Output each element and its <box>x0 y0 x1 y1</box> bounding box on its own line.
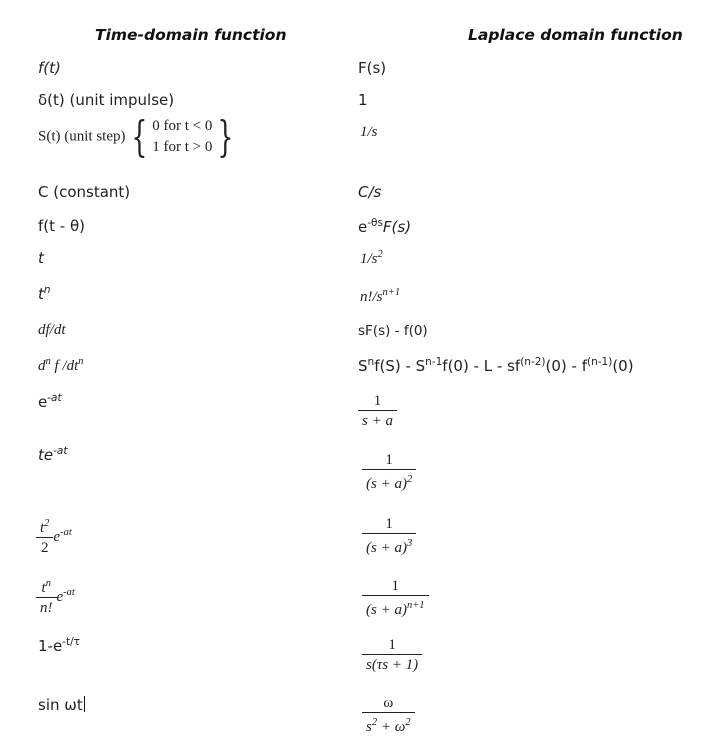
sine-text: sin ωt <box>38 696 83 714</box>
laplace-fn-nth-derivative <box>358 356 634 375</box>
sine-den-w: + ω <box>377 719 406 735</box>
first-order-base: 1-e <box>38 637 63 655</box>
exp-decay-num: 1 <box>373 393 382 409</box>
laplace-fn-exp-decay <box>358 392 397 431</box>
laplace-fn-t2-exp <box>362 515 416 558</box>
t2-lap-den <box>362 533 416 558</box>
sine-num: ω <box>383 695 394 711</box>
tn-lap-num: 1 <box>391 578 400 594</box>
unit-step-label: S(t) (unit step) <box>38 128 126 145</box>
laplace-fn-derivative: sF(s) - f(0) <box>358 323 428 339</box>
time-fn-unit-step <box>38 112 239 161</box>
nth-d-exponent: n <box>45 356 51 367</box>
left-brace-icon: { <box>130 112 147 161</box>
sine-den <box>362 712 415 737</box>
tn-tail <box>57 589 75 605</box>
header-time-domain: Time-domain function <box>95 26 287 44</box>
delay-exponent: -θs <box>367 217 383 229</box>
unit-step-cases <box>152 116 212 158</box>
time-fn-derivative: df/dt <box>38 322 66 338</box>
t2-tail-base: e <box>53 529 61 545</box>
laplace-fn-t-exp <box>362 451 416 494</box>
tn-tail-exp: -at <box>63 587 75 598</box>
sine-den-w-exp: 2 <box>405 717 411 728</box>
tn-tail-base: e <box>56 589 64 605</box>
time-fn-power <box>38 284 51 303</box>
tn-lap-fraction <box>362 577 429 620</box>
power-exponent: n <box>43 284 51 296</box>
t2-num <box>36 515 53 537</box>
tn-num-exp: n <box>45 578 51 589</box>
t2-lap-fraction <box>362 515 416 558</box>
tn-lap-den <box>362 595 429 620</box>
t2-tail <box>53 529 71 545</box>
nth-d: d <box>38 358 46 374</box>
t2-lap-num: 1 <box>385 516 393 532</box>
laplace-fn-impulse: 1 <box>358 91 368 109</box>
t-exp-num: 1 <box>385 452 393 468</box>
nth-dt: f /dt <box>50 358 79 374</box>
time-fn-t2-exp <box>36 515 72 558</box>
t-exp-den-base: (s + a) <box>366 476 407 492</box>
tn-lap-den-exp: n+1 <box>406 600 425 611</box>
first-order-num: 1 <box>388 637 396 653</box>
t-exp-den <box>362 469 416 494</box>
nth-lap-part2-exp: n-1 <box>425 356 443 368</box>
delay-tail: F(s) <box>382 218 412 236</box>
t-exp-fraction <box>362 451 416 494</box>
tn-num <box>36 575 57 597</box>
sine-den-s-exp: 2 <box>371 717 378 728</box>
exp-decay-base: e <box>38 393 48 411</box>
laplace-fn-sine <box>362 694 415 737</box>
t-exp-exponent: -at <box>53 445 68 457</box>
exp-decay-den: s + a <box>358 410 397 431</box>
sine-den-s: s <box>366 719 372 735</box>
time-fn-sine <box>38 696 85 714</box>
first-order-den: s(τs + 1) <box>362 654 422 675</box>
laplace-fn-delay <box>358 217 411 236</box>
case-above-zero: 1 for t > 0 <box>152 139 213 155</box>
ramp-exponent: 2 <box>377 249 383 260</box>
tn-num-base: t <box>41 580 46 596</box>
exp-decay-fraction <box>358 392 397 431</box>
t2-num-base: t <box>40 520 45 536</box>
first-order-exponent: -t/τ <box>62 636 80 648</box>
t2-lap-den-base: (s + a) <box>366 540 407 556</box>
t2-fraction <box>36 515 53 558</box>
time-fn-constant: C (constant) <box>38 183 131 201</box>
nth-lap-part3: f(0) - L - sf <box>442 357 521 375</box>
time-fn-exp-decay <box>38 392 62 411</box>
t2-lap-den-exp: 3 <box>406 538 413 549</box>
tn-lap-den-base: (s + a) <box>366 602 407 618</box>
time-fn-ramp: t <box>38 249 44 267</box>
time-fn-first-order <box>38 636 80 655</box>
text-cursor <box>84 696 85 712</box>
tn-den: n! <box>36 597 57 618</box>
laplace-fn-F: F(s) <box>358 59 387 77</box>
t2-tail-exp: -at <box>60 527 72 538</box>
case-below-zero: 0 for t < 0 <box>152 118 213 134</box>
time-fn-tn-exp <box>36 575 75 618</box>
sine-fraction <box>362 694 415 737</box>
t-exp-den-exp: 2 <box>406 474 413 485</box>
laplace-fn-unit-step: 1/s <box>360 124 378 140</box>
ramp-base: 1/s <box>360 251 378 267</box>
nth-lap-part2: f(S) - S <box>374 357 426 375</box>
t2-den: 2 <box>36 537 53 558</box>
power-base: t <box>38 285 44 303</box>
right-brace-icon: } <box>217 112 234 161</box>
laplace-fn-first-order <box>362 636 422 675</box>
nth-lap-part4: (0) - f <box>545 357 587 375</box>
t-exp-base: te <box>38 446 54 464</box>
laplace-fn-tn-exp <box>362 577 429 620</box>
nth-lap-s-exp: n <box>367 356 375 368</box>
nth-lap-part3-exp: (n-2) <box>520 356 546 368</box>
nth-dt-exponent: n <box>78 356 84 367</box>
t2-num-exp: 2 <box>44 518 50 529</box>
nth-lap-part4-exp: (n-1) <box>587 356 613 368</box>
laplace-fn-power <box>360 287 400 306</box>
nth-lap-s: S <box>358 357 368 375</box>
power-lap-exponent: n+1 <box>382 287 401 298</box>
tn-fraction <box>36 575 57 618</box>
time-fn-delay: f(t - θ) <box>38 217 85 235</box>
nth-lap-part5: (0) <box>612 357 634 375</box>
time-fn-impulse: δ(t) (unit impulse) <box>38 91 175 109</box>
time-fn-t-exp <box>38 445 67 464</box>
laplace-fn-ramp <box>360 249 383 268</box>
time-fn-f: f(t) <box>38 59 61 77</box>
exp-decay-exponent: -at <box>47 392 62 404</box>
first-order-fraction <box>362 636 422 675</box>
header-laplace-domain: Laplace domain function <box>468 26 683 44</box>
laplace-fn-constant: C/s <box>358 183 382 201</box>
power-lap-base: n!/s <box>360 289 383 305</box>
time-fn-nth-derivative <box>38 356 84 375</box>
delay-base: e <box>358 218 368 236</box>
